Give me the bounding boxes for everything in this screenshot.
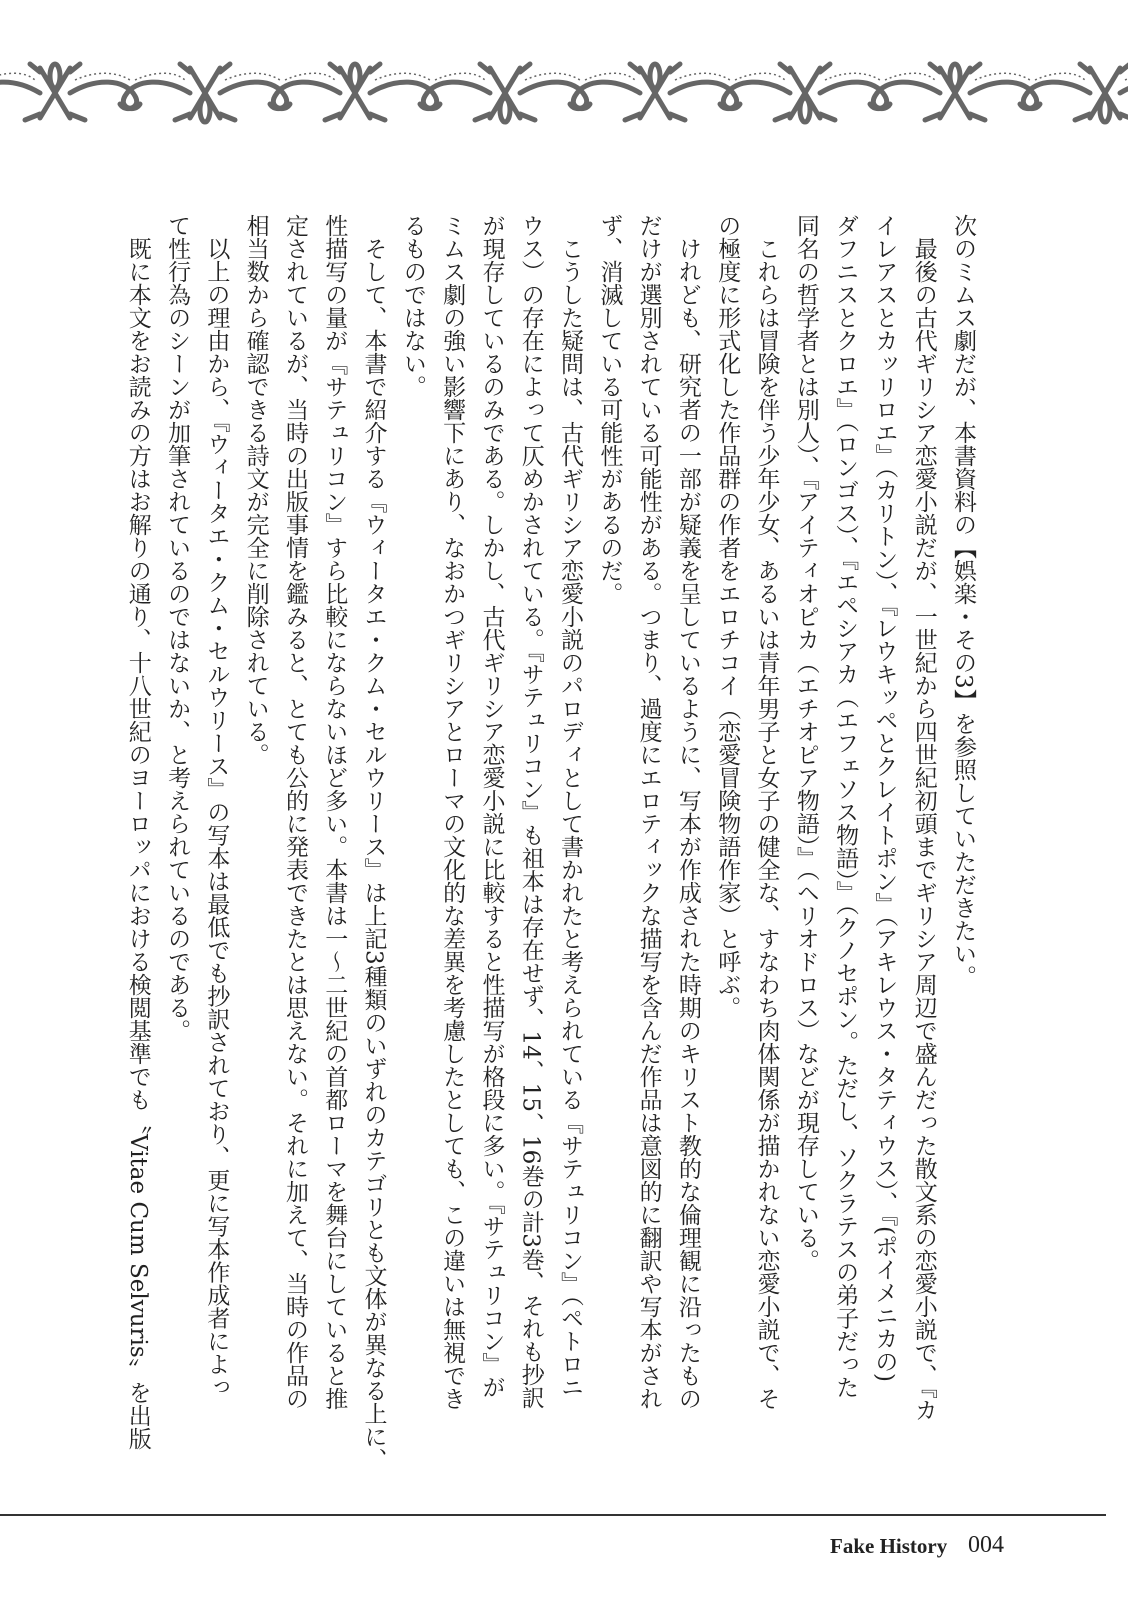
- text-column: 以上の理由から、『ウィータエ・クム・セルウリース』の写本は最低でも抄訳されており、更に写本作成者によっ: [203, 214, 230, 1399]
- text-column: 既に本文をお読みの方はお解りの通り、十八世紀のヨーロッパにおける検閲基準でも〝Vitae Cum Selvuris〟を出版: [124, 214, 151, 1450]
- text-column: 性描写の量が『サテュリコン』すら比較にならないほど多い。本書は一～二世紀の首都ローマを舞台にしていると推: [321, 214, 348, 1410]
- text-column: 定されているが、当時の出版事情を鑑みると、とても公的に発表できたとは思えない。それに加えて、当時の作品の: [281, 214, 308, 1410]
- text-column: けれども、研究者の一部が疑義を呈しているように、写本が作成された時期のキリスト教的な倫理観に沿ったもの: [674, 214, 701, 1410]
- body-text: [117, 214, 982, 1476]
- text-column: そして、本書で紹介する『ウィータエ・クム・セルウリース』は上記3種類のいずれのカテゴリとも文体が異なる上に、: [360, 214, 387, 1471]
- footer-divider: [0, 1514, 1106, 1516]
- footer-book-title: Fake History: [830, 1534, 948, 1558]
- text-column: 最後の古代ギリシア恋愛小説だが、一世紀から四世紀初頭までギリシア周辺で盛んだった散文系の恋愛小説で、『カ: [910, 214, 937, 1422]
- text-column: これらは冒険を伴う少年少女、あるいは青年男子と女子の健全な、すなわち肉体関係が描かれない恋愛小説で、そ: [753, 214, 780, 1410]
- text-column: の極度に形式化した作品群の作者をエロチコイ（恋愛冒険物語作家）と呼ぶ。: [714, 214, 741, 1019]
- text-column: 相当数から確認できる詩文が完全に削除されている。: [242, 214, 269, 766]
- text-column: 同名の哲学者とは別人）、『アイティオピカ（エチオピア物語）』（ヘリオドロス）などが現存している。: [792, 214, 819, 1272]
- text-column: ミムス劇の強い影響下にあり、なおかつギリシアとローマの文化的な差異を考慮したとしても、この違いは無視でき: [439, 214, 466, 1410]
- text-column: ダフニスとクロエ』（ロンゴス）、『エペシアカ（エフェソス物語）』（クノセポン。ただし、ソクラテスの弟子だった: [832, 214, 859, 1399]
- scroll-ornament-icon: [0, 38, 1128, 138]
- page-number: 004: [968, 1532, 1004, 1558]
- text-column: るものではない。: [399, 214, 426, 398]
- text-column: だけが選別されている可能性がある。つまり、過度にエロティックな描写を含んだ作品は意図的に翻訳や写本がされ: [635, 214, 662, 1410]
- text-column: 次のミムス劇だが、本書資料の【娯楽・その3】を参照していただきたい。: [950, 214, 976, 988]
- text-column: が現存しているのみである。しかし、古代ギリシア恋愛小説に比較すると性描写が格段に多い。『サテュリコン』が: [478, 214, 505, 1399]
- text-column: ウス）の存在によって仄めかされている。『サテュリコン』も祖本は存在せず、14、15、16巻の計3巻、それも抄訳: [517, 214, 544, 1409]
- text-column: イレアスとカッリロエ』（カリトン）、『レウキッペとクレイトポン』（アキレウス・タティウス）、『(ポイメニカの): [871, 214, 898, 1382]
- text-column: ず、消滅している可能性があるのだ。: [596, 214, 623, 605]
- text-column: こうした疑問は、古代ギリシア恋愛小説のパロディとして書かれたと考えられている『サテュリコン』（ペトロニ: [557, 214, 584, 1399]
- text-column: て性行為のシーンが加筆されているのではないか、と考えられているのである。: [164, 214, 191, 1042]
